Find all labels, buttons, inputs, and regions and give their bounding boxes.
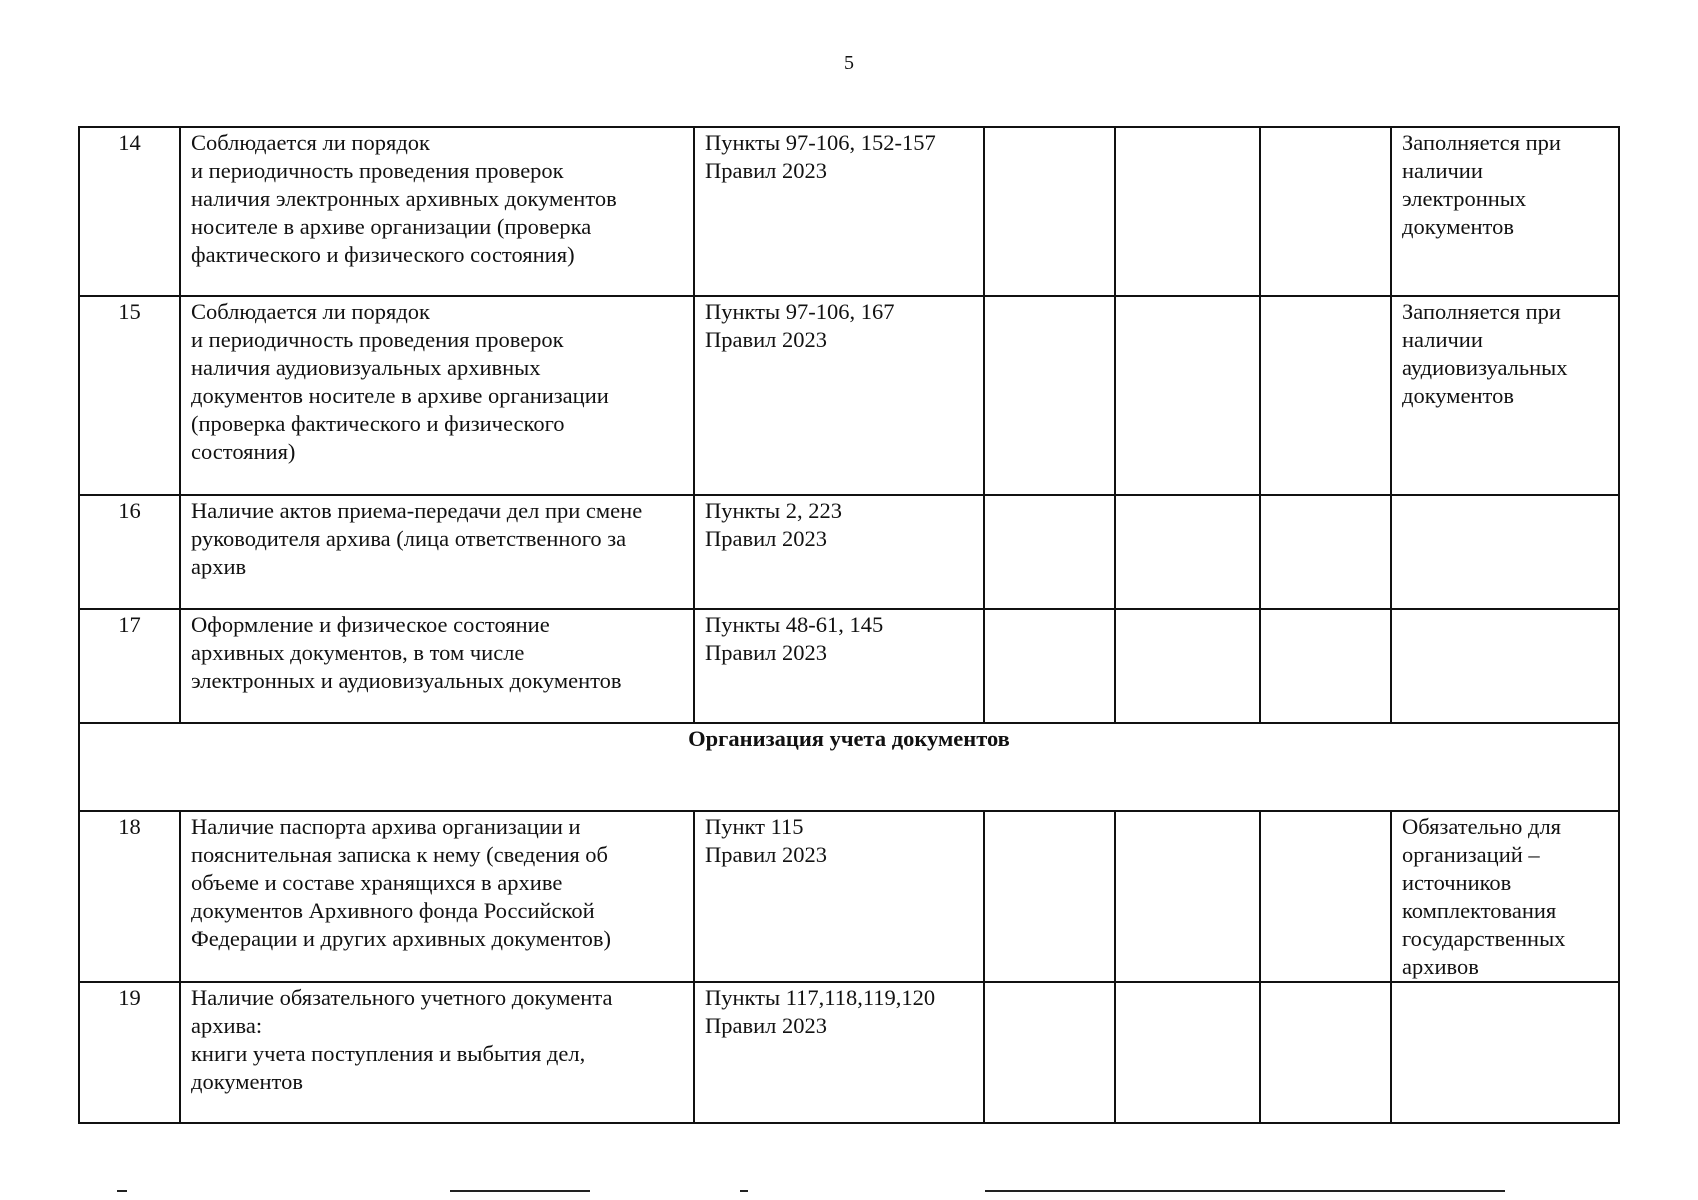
row-number: 19 [79, 982, 180, 1123]
reference-cell [694, 811, 984, 982]
question-line: электронных и аудиовизуальных документов [191, 668, 622, 693]
empty-cell [984, 811, 1115, 982]
note-cell [1391, 296, 1619, 495]
reference-line: Пункты 97-106, 152-157 [705, 130, 936, 155]
question-line: архива: [191, 1013, 263, 1038]
note-line: источников [1402, 870, 1512, 895]
question-line: фактического и физического состояния) [191, 242, 575, 267]
question-cell [180, 127, 694, 296]
reference-line: Пункты 97-106, 167 [705, 299, 895, 324]
note-cell [1391, 127, 1619, 296]
question-line: книги учета поступления и выбытия дел, [191, 1041, 586, 1066]
empty-cell [984, 609, 1115, 723]
question-line: и периодичность проведения проверок [191, 158, 564, 183]
note-line: документов [1402, 214, 1514, 239]
reference-line: Пункт 115 [705, 814, 804, 839]
question-line: пояснительная записка к нему (сведения об [191, 842, 608, 867]
checklist-table [78, 126, 1620, 1124]
empty-cell [1115, 982, 1260, 1123]
empty-cell [1115, 609, 1260, 723]
row-number: 16 [79, 495, 180, 609]
reference-cell [694, 609, 984, 723]
question-line: документов носителе в архиве организации [191, 383, 609, 408]
reference-cell [694, 127, 984, 296]
empty-cell [1260, 811, 1391, 982]
question-line: Наличие актов приема-передачи дел при смене [191, 498, 643, 523]
question-cell [180, 811, 694, 982]
empty-cell [1260, 495, 1391, 609]
table-row [79, 296, 1619, 495]
question-line: Наличие паспорта архива организации и [191, 814, 581, 839]
question-cell [180, 609, 694, 723]
scan-mark [740, 1190, 748, 1192]
note-line: документов [1402, 383, 1514, 408]
reference-line: Правил 2023 [705, 526, 828, 551]
empty-cell [984, 296, 1115, 495]
question-line: состояния) [191, 439, 296, 464]
question-line: (проверка фактического и физического [191, 411, 565, 436]
question-line: Соблюдается ли порядок [191, 299, 430, 324]
note-line: наличии [1402, 327, 1483, 352]
note-line: Заполняется при [1402, 299, 1561, 324]
empty-cell [984, 982, 1115, 1123]
empty-cell [1115, 127, 1260, 296]
row-number: 15 [79, 296, 180, 495]
note-line: Обязательно для [1402, 814, 1562, 839]
question-line: наличия электронных архивных документов [191, 186, 617, 211]
question-line: Федерации и других архивных документов) [191, 926, 611, 951]
empty-cell [1115, 811, 1260, 982]
empty-cell [1260, 982, 1391, 1123]
note-line: электронных [1402, 186, 1527, 211]
question-line: архивных документов, в том числе [191, 640, 525, 665]
question-line: и периодичность проведения проверок [191, 327, 564, 352]
reference-cell [694, 296, 984, 495]
question-cell [180, 982, 694, 1123]
reference-line: Пункты 2, 223 [705, 498, 842, 523]
row-number: 18 [79, 811, 180, 982]
reference-line: Правил 2023 [705, 640, 828, 665]
note-line: государственных [1402, 926, 1566, 951]
question-line: носителе в архиве организации (проверка [191, 214, 592, 239]
table-row [79, 127, 1619, 296]
table-row [79, 495, 1619, 609]
reference-line: Пункты 48-61, 145 [705, 612, 884, 637]
empty-cell [1260, 609, 1391, 723]
row-number: 17 [79, 609, 180, 723]
question-line: Оформление и физическое состояние [191, 612, 550, 637]
scan-mark [985, 1190, 1505, 1192]
empty-cell [1115, 495, 1260, 609]
question-line: документов Архивного фонда Российской [191, 898, 595, 923]
empty-cell [1115, 296, 1260, 495]
note-cell [1391, 609, 1619, 723]
note-cell [1391, 982, 1619, 1123]
question-line: объеме и составе хранящихся в архиве [191, 870, 563, 895]
reference-line: Правил 2023 [705, 1013, 828, 1038]
reference-cell [694, 982, 984, 1123]
reference-line: Правил 2023 [705, 327, 828, 352]
question-line: наличия аудиовизуальных архивных [191, 355, 541, 380]
question-line: Соблюдается ли порядок [191, 130, 430, 155]
reference-cell [694, 495, 984, 609]
section-row [79, 723, 1619, 811]
scan-mark [117, 1190, 127, 1192]
row-number: 14 [79, 127, 180, 296]
table-row [79, 982, 1619, 1123]
note-line: наличии [1402, 158, 1483, 183]
bottom-scan-marks [0, 1190, 1698, 1196]
note-cell [1391, 495, 1619, 609]
note-line: Заполняется при [1402, 130, 1561, 155]
section-title: Организация учета документов [79, 723, 1619, 811]
table-row [79, 609, 1619, 723]
question-line: архив [191, 554, 247, 579]
note-line: аудиовизуальных [1402, 355, 1568, 380]
page-number: 5 [844, 52, 854, 74]
empty-cell [984, 495, 1115, 609]
question-cell [180, 296, 694, 495]
note-line: комплектования [1402, 898, 1557, 923]
empty-cell [1260, 127, 1391, 296]
note-line: организаций – [1402, 842, 1540, 867]
question-cell [180, 495, 694, 609]
note-line: архивов [1402, 954, 1479, 979]
question-line: руководителя архива (лица ответственного за [191, 526, 627, 551]
question-line: Наличие обязательного учетного документа [191, 985, 613, 1010]
empty-cell [984, 127, 1115, 296]
reference-line: Пункты 117,118,119,120 [705, 985, 936, 1010]
table-row [79, 811, 1619, 982]
empty-cell [1260, 296, 1391, 495]
reference-line: Правил 2023 [705, 158, 828, 183]
note-cell [1391, 811, 1619, 982]
question-line: документов [191, 1069, 303, 1094]
scan-mark [450, 1190, 590, 1192]
reference-line: Правил 2023 [705, 842, 828, 867]
